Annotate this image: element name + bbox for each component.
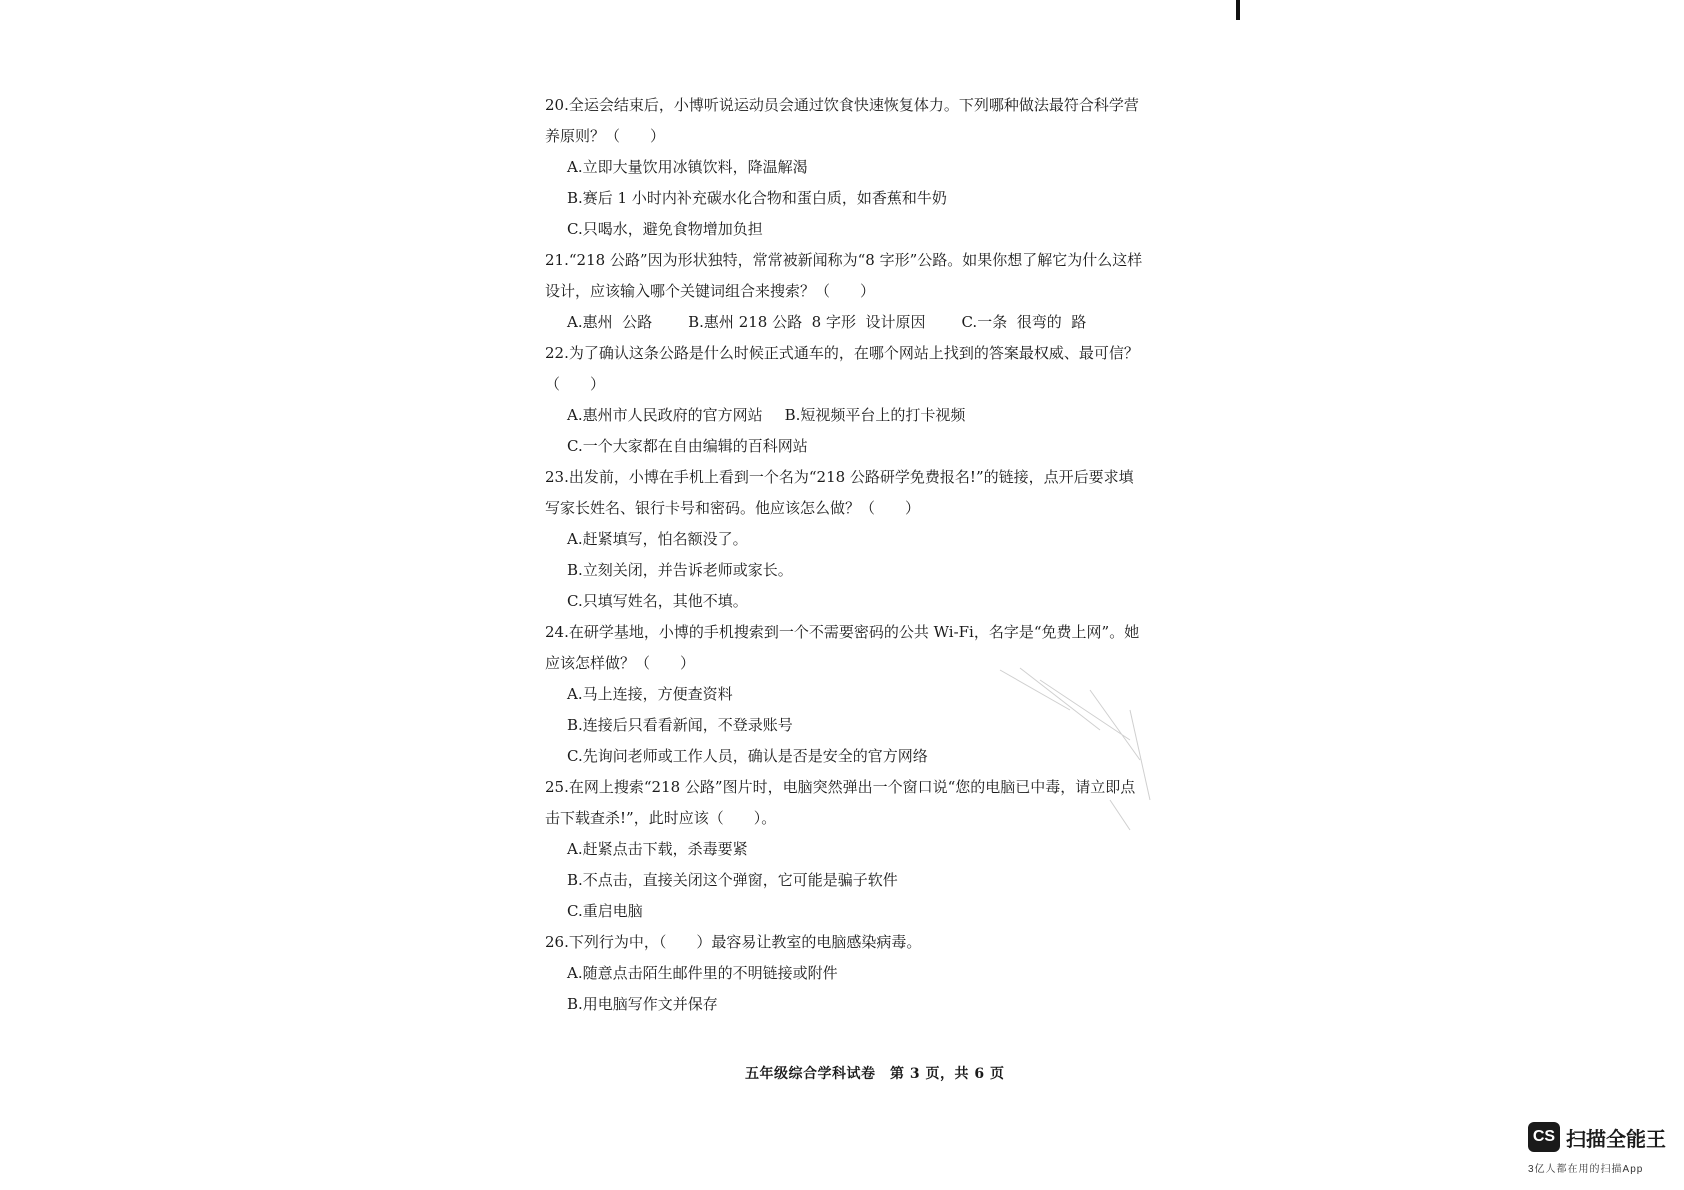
- question-21: [545, 245, 1145, 338]
- question-stem: 24.在研学基地，小博的手机搜索到一个不需要密码的公共 Wi-Fi，名字是“免费上网”。她应该怎样做？（ ）: [545, 623, 1140, 672]
- option-c: C.只喝水，避免食物增加负担: [567, 220, 763, 238]
- option-a: A.立即大量饮用冰镇饮料，降温解渴: [567, 158, 808, 176]
- option-a: A.赶紧填写，怕名额没了。: [567, 530, 748, 548]
- watermark-tagline: 3亿人都在用的扫描App: [1528, 1164, 1644, 1175]
- option-c: C.先询问老师或工作人员，确认是否是安全的官方网络: [567, 747, 928, 765]
- exam-page: [545, 90, 1145, 1020]
- option-c: C.重启电脑: [567, 902, 643, 920]
- option-b: B.连接后只看看新闻，不登录账号: [567, 716, 793, 734]
- option-b: B.短视频平台上的打卡视频: [784, 406, 966, 424]
- option-row: [545, 400, 1145, 431]
- option-b: B.用电脑写作文并保存: [567, 995, 718, 1013]
- option-row: [545, 307, 1145, 338]
- option-a: A.惠州市人民政府的官方网站: [567, 406, 763, 424]
- question-stem: 20.全运会结束后，小博听说运动员会通过饮食快速恢复体力。下列哪种做法最符合科学营养原则？（ ）: [545, 96, 1139, 145]
- question-stem: 23.出发前，小博在手机上看到一个名为“218 公路研学免费报名!”的链接，点开后要求填写家长姓名、银行卡号和密码。他应该怎么做？（ ）: [545, 468, 1134, 517]
- question-stem: 25.在网上搜索“218 公路”图片时，电脑突然弹出一个窗口说“您的电脑已中毒，请立即点击下载查杀!”，此时应该（ ）。: [545, 778, 1136, 827]
- question-23: [545, 462, 1145, 617]
- option-a: A.马上连接，方便查资料: [567, 685, 733, 703]
- option-a: A.惠州 公路: [567, 313, 653, 331]
- question-26: [545, 927, 1145, 1020]
- option-b: B.立刻关闭，并告诉老师或家长。: [567, 561, 793, 579]
- scan-edge-mark: [1236, 0, 1240, 20]
- question-22: [545, 338, 1145, 462]
- question-stem: 22.为了确认这条公路是什么时候正式通车的，在哪个网站上找到的答案最权威、最可信？（ ）: [545, 344, 1139, 393]
- camscanner-logo-icon: CS: [1528, 1122, 1560, 1152]
- question-stem: 21.“218 公路”因为形状独特，常常被新闻称为“8 字形”公路。如果你想了解它为什么这样设计，应该输入哪个关键词组合来搜索？（ ）: [545, 251, 1143, 300]
- option-a: A.随意点击陌生邮件里的不明链接或附件: [567, 964, 838, 982]
- option-b: B.惠州 218 公路 8 字形 设计原因: [688, 313, 926, 331]
- option-b: B.赛后 1 小时内补充碳水化合物和蛋白质，如香蕉和牛奶: [567, 189, 947, 207]
- watermark-app-name: 扫描全能王: [1566, 1129, 1666, 1151]
- question-20: [545, 90, 1145, 245]
- option-c: C.一条 很弯的 路: [961, 313, 1087, 331]
- option-c: C.一个大家都在自由编辑的百科网站: [567, 437, 808, 455]
- option-b: B.不点击，直接关闭这个弹窗，它可能是骗子软件: [567, 871, 898, 889]
- scan-smudge: [980, 650, 1180, 850]
- scanner-watermark: [1528, 1122, 1678, 1178]
- page-footer: 五年级综合学科试卷 第 3 页，共 6 页: [745, 1066, 1005, 1082]
- option-c: C.只填写姓名，其他不填。: [567, 592, 748, 610]
- option-a: A.赶紧点击下载，杀毒要紧: [567, 840, 748, 858]
- question-stem: 26.下列行为中，（ ）最容易让教室的电脑感染病毒。: [545, 933, 922, 951]
